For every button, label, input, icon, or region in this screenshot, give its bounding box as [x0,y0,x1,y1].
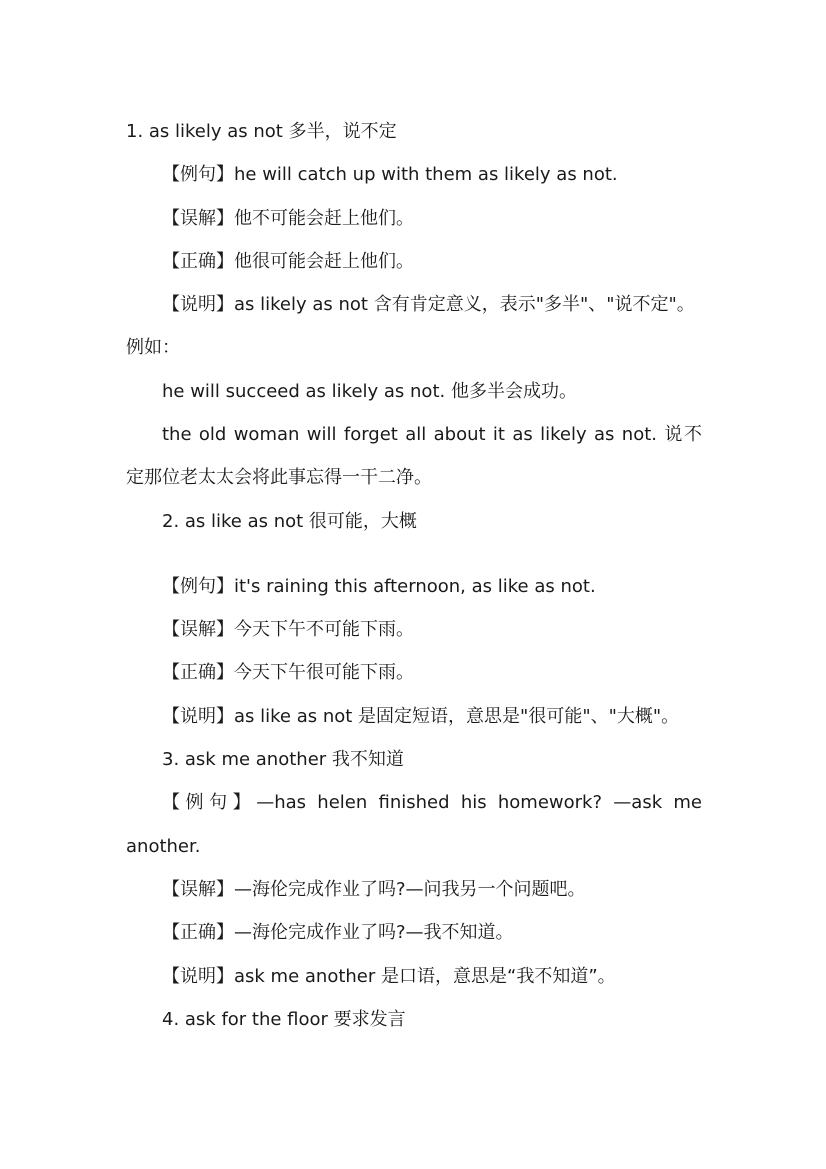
item-2-example: 【例句】it's raining this afternoon, as like as not. [162,576,596,597]
item-1-usage-2-cont: 定那位老太太会将此事忘得一干二净。 [126,467,432,488]
item-3-example: 【例句】—has helen finished his homework? —ask me [162,792,702,813]
item-3-right: 【正确】—海伦完成作业了吗?—我不知道。 [162,922,514,943]
item-2-heading: 2. as like as not 很可能，大概 [162,511,417,532]
item-2-wrong: 【误解】今天下午不可能下雨。 [162,619,414,640]
item-1-note-cont: 例如： [126,337,180,358]
item-3-example-cont: another. [126,836,201,857]
item-3-heading: 3. ask me another 我不知道 [162,749,404,770]
item-1-right: 【正确】他很可能会赶上他们。 [162,251,414,272]
item-4-heading: 4. ask for the floor 要求发言 [162,1009,406,1030]
item-1-usage-2: the old woman will forget all about it as likely as not. 说不 [162,424,702,445]
item-2-note: 【说明】as like as not 是固定短语，意思是"很可能"、"大概"。 [162,706,680,727]
item-1-usage-1: he will succeed as likely as not. 他多半会成功。 [162,381,577,402]
item-1-example: 【例句】he will catch up with them as likely as not. [162,164,618,185]
item-1-note: 【说明】as likely as not 含有肯定意义，表示"多半"、"说不定"。 [162,294,695,315]
item-1-wrong: 【误解】他不可能会赶上他们。 [162,208,414,229]
item-1-heading: 1. as likely as not 多半，说不定 [126,121,397,142]
item-3-note: 【说明】ask me another 是口语，意思是“我不知道”。 [162,966,616,987]
item-2-right: 【正确】今天下午很可能下雨。 [162,662,414,683]
item-3-wrong: 【误解】—海伦完成作业了吗?—问我另一个问题吧。 [162,879,586,900]
